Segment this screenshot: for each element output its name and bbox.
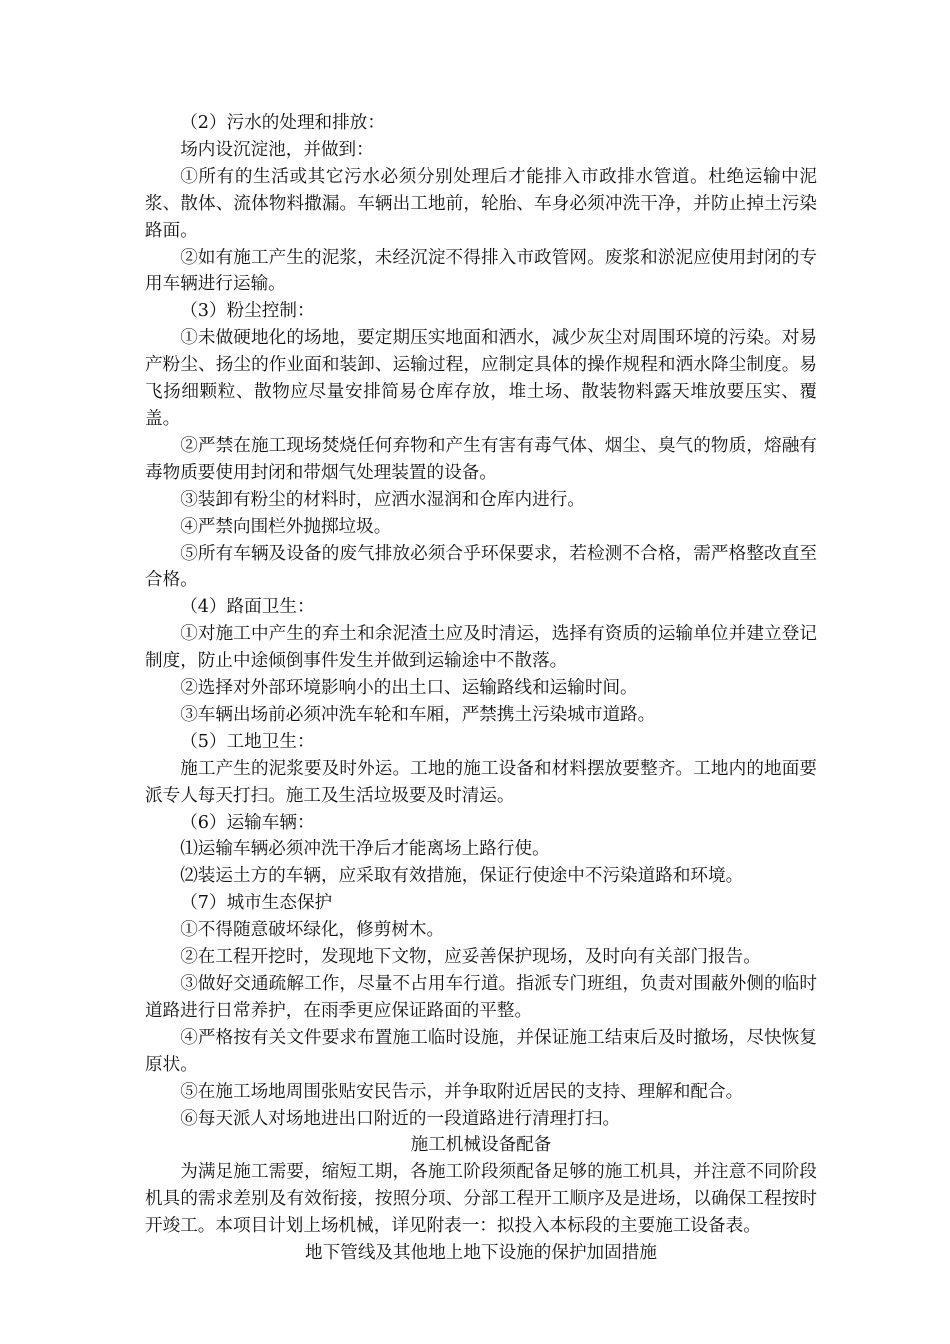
paragraph: 场内设沉淀池，并做到： (180, 139, 374, 160)
paragraph: ⑴运输车辆必须冲洗干净后才能离场上路行使。 (180, 839, 550, 860)
paragraph: ①未做硬地化的场地，要定期压实地面和洒水，减少灰尘对周围环境的污染。对易产粉尘、扬尘的作业面和装卸、运输过程，应制定具体的操作规程和洒水降尘制度。易飞扬细颗粒、散物应尽量安排简易仓库存放，堆土场、散装物料露天堆放要压实、覆盖。 (145, 328, 817, 429)
sub-heading-site: （5）工地卫生： (180, 731, 315, 752)
paragraph: ②严禁在施工现场焚烧任何弃物和产生有害有毒气体、烟尘、臭气的物质，熔融有毒物质要使用封闭和带烟气处理装置的设备。 (145, 435, 817, 483)
paragraph: ⑤在施工场地周围张贴安民告示，并争取附近居民的支持、理解和配合。 (180, 1081, 744, 1102)
paragraph: ⑵装运土方的车辆，应采取有效措施，保证行使途中不污染道路和环境。 (180, 866, 744, 887)
section-heading-machinery: 施工机械设备配备 (410, 1135, 552, 1156)
paragraph: ④严禁向围栏外抛掷垃圾。 (180, 516, 392, 537)
paragraph: 施工产生的泥浆要及时外运。工地的施工设备和材料摆放要整齐。工地内的地面要派专人每天打扫。施工及生活垃圾要及时清运。 (145, 758, 817, 806)
paragraph: ⑤所有车辆及设备的废气排放必须合乎环保要求，若检测不合格，需严格整改直至合格。 (145, 543, 817, 591)
paragraph: ①对施工中产生的弃土和余泥渣土应及时清运，选择有资质的运输单位并建立登记制度，防止中途倾倒事件发生并做到运输途中不散落。 (145, 624, 817, 672)
paragraph: ③做好交通疏解工作，尽量不占用车行道。指派专门班组，负责对围蔽外侧的临时道路进行日常养护，在雨季更应保证路面的平整。 (145, 974, 817, 1021)
paragraph: 为满足施工需要，缩短工期，各施工阶段须配备足够的施工机具，并注意不同阶段机具的需求差别及有效衔接，按照分项、分部工程开工顺序及是进场，以确保工程按时开竣工。本项目计划上场机械，详见附表一：拟投入本标段的主要施工设备表。 (145, 1162, 817, 1237)
paragraph: ③车辆出场前必须冲洗车轮和车厢，严禁携土污染城市道路。 (180, 704, 656, 725)
paragraph: ⑥每天派人对场地进出口附近的一段道路进行清理打扫。 (180, 1108, 621, 1129)
sub-heading-dust: （3）粉尘控制： (180, 301, 315, 322)
sub-heading-ecology: （7）城市生态保护 (180, 893, 333, 914)
paragraph: ②如有施工产生的泥浆，未经沉淀不得排入市政管网。废浆和淤泥应使用封闭的专用车辆进行运输。 (145, 247, 817, 295)
paragraph: ①所有的生活或其它污水必须分别处理后才能排入市政排水管道。杜绝运输中泥浆、散体、流体物料撒漏。车辆出工地前，轮胎、车身必须冲洗干净，并防止掉土污染路面。 (145, 166, 817, 241)
paragraph: ②在工程开挖时，发现地下文物，应妥善保护现场，及时向有关部门报告。 (180, 947, 761, 968)
sub-heading-vehicles: （6）运输车辆： (180, 812, 315, 833)
paragraph: ②选择对外部环境影响小的出土口、运输路线和运输时间。 (180, 678, 638, 699)
paragraph: ④严格按有关文件要求布置施工临时设施，并保证施工结束后及时撤场，尽快恢复原状。 (145, 1027, 817, 1075)
sub-heading-road: （4）路面卫生： (180, 597, 315, 618)
sub-heading-sewage: （2）污水的处理和排放： (180, 113, 385, 133)
document-body (145, 110, 817, 1267)
paragraph: ①不得随意破坏绿化，修剪树木。 (180, 920, 445, 941)
paragraph: ③装卸有粉尘的材料时，应洒水湿润和仓库内进行。 (180, 489, 585, 510)
section-heading-pipelines: 地下管线及其他地上地下设施的保护加固措施 (305, 1243, 657, 1264)
